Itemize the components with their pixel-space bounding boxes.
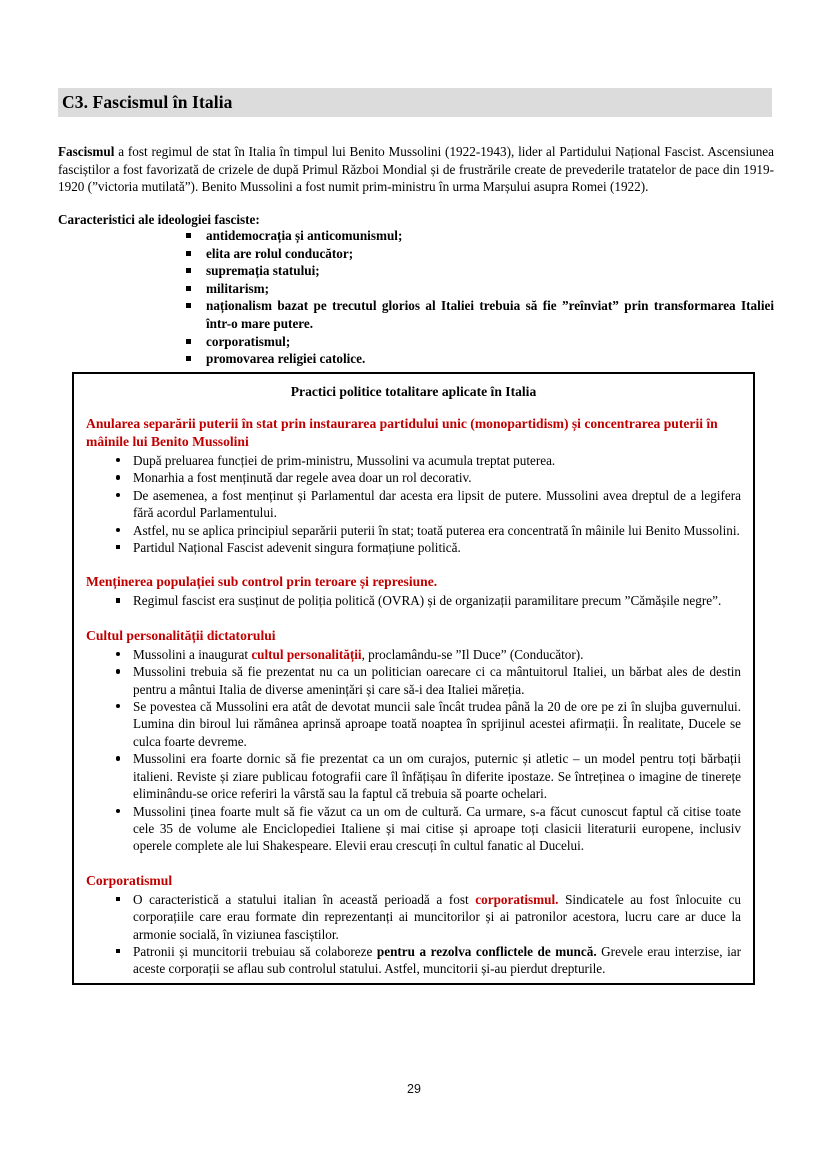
characteristics-list bbox=[58, 227, 774, 368]
box-list-item-text-pre: Mussolini a inaugurat bbox=[133, 646, 252, 662]
box-list-item bbox=[86, 487, 741, 522]
box-list-item bbox=[86, 803, 741, 855]
round-bullet-icon bbox=[116, 669, 120, 673]
box-list-item-emphasis-red: cultul personalității bbox=[251, 646, 362, 662]
round-bullet-icon bbox=[116, 528, 120, 532]
box-list-item-emphasis-red: corporatismul. bbox=[475, 891, 559, 907]
characteristic-item-label: naționalism bazat pe trecutul glorios al Italiei trebuia să fie ”reînviat” prin transformarea Italiei într-o mare putere. bbox=[206, 298, 774, 331]
box-list-item-text: De asemenea, a fost menținut și Parlamentul dar acesta era lipsit de putere. Mussolini avea dreptul de a legifera fără acordul Parlamentului. bbox=[133, 487, 741, 521]
square-bullet-icon bbox=[186, 268, 191, 273]
intro-paragraph bbox=[58, 143, 774, 196]
square-bullet-icon bbox=[116, 545, 120, 549]
square-bullet-icon bbox=[186, 286, 191, 291]
round-bullet-icon bbox=[116, 493, 120, 497]
box-list-item-emphasis-bold: pentru a rezolva conflictele de muncă. bbox=[376, 943, 597, 959]
characteristic-item-label: antidemocrația și anticomunismul; bbox=[206, 228, 403, 243]
characteristic-item bbox=[58, 350, 774, 368]
round-bullet-icon bbox=[116, 652, 120, 656]
box-section-list bbox=[86, 592, 741, 609]
square-bullet-icon bbox=[186, 233, 191, 238]
square-bullet-icon bbox=[186, 251, 191, 256]
characteristic-item-label: corporatismul; bbox=[206, 333, 291, 349]
characteristic-item bbox=[58, 280, 774, 298]
box-list-item-text-pre: O caracteristică a statului italian în această perioadă a fost bbox=[133, 891, 476, 907]
intro-lead-term: Fascismul bbox=[58, 144, 115, 160]
characteristic-item-label: supremația statului; bbox=[206, 263, 320, 279]
box-section-list bbox=[86, 646, 741, 855]
square-bullet-icon bbox=[116, 949, 120, 953]
box-list-item-text-post: Grevele erau interzise, iar aceste corporații se aflau sub controlul statului. Astfel, muncitorii și-au pierdut drepturile. bbox=[133, 943, 741, 977]
box-list-item-text: Mussolini trebuia să fie prezentat nu ca un politician oarecare ci ca mântuitorul Italiei, un bărbat ales de destin pentru a mântui Italia de diverse amenințări și care să-i dea Italiei măreția. bbox=[133, 664, 741, 697]
box-list-item bbox=[86, 646, 741, 663]
box-list-item bbox=[86, 750, 741, 802]
characteristics-title: Caracteristici ale ideologiei fasciste: bbox=[58, 212, 260, 227]
box-list-item bbox=[86, 592, 741, 609]
box-list-item bbox=[86, 539, 741, 556]
characteristic-item bbox=[58, 227, 774, 245]
box-section-heading: Cultul personalității dictatorului bbox=[86, 627, 276, 643]
round-bullet-icon bbox=[116, 756, 120, 760]
box-section-heading: Anularea separării puterii în stat prin instaurarea partidului unic (monopartidism) și concentrarea puterii în mâinile lui Benito Mussolini bbox=[86, 416, 718, 449]
page-number: 29 bbox=[407, 1082, 421, 1096]
box-section-heading: Menținerea populației sub control prin teroare și represiune. bbox=[86, 574, 438, 590]
box-section-list bbox=[86, 891, 741, 978]
section-heading-band bbox=[58, 88, 772, 117]
box-list-item-text: Astfel, nu se aplica principiul separării puterii în stat; toată puterea era concentrată în mâinile lui Benito Mussolini. bbox=[133, 522, 740, 538]
round-bullet-icon bbox=[116, 475, 120, 479]
square-bullet-icon bbox=[186, 339, 191, 344]
box-sections-container bbox=[86, 415, 741, 978]
box-list-item bbox=[86, 663, 741, 698]
characteristic-item bbox=[58, 262, 774, 280]
intro-body-text: a fost regimul de stat în Italia în timpul lui Benito Mussolini (1922-1943), lider al Partidului Național Fascist. Ascensiunea fasciștilor a fost favorizată de crizele de după Primul Război Mondial și de frustrările create de prevederile tratatelor de pace din 1919-1920 (”victoria mutilată”). Benito Mussolini a fost numit prim-ministru în urma Marșului asupra Romei (1922). bbox=[58, 144, 774, 195]
characteristic-item-label: promovarea religiei catolice. bbox=[206, 351, 366, 367]
box-list-item-text: Se povestea că Mussolini era atât de devotat muncii sale încât trudea până la 20 de ore pe zi în slujba guvernului. Lumina din biroul lui rămânea aprinsă aproape toată noaptea în sprijinul acestei afirmații. În realitate, Ducele se culca foarte devreme. bbox=[133, 699, 741, 749]
characteristic-item bbox=[58, 297, 774, 332]
box-list-item bbox=[86, 452, 741, 469]
round-bullet-icon bbox=[116, 809, 120, 813]
box-list-item bbox=[86, 522, 741, 539]
square-bullet-icon bbox=[186, 356, 191, 361]
box-list-item-text: Regimul fascist era susținut de poliția politică (OVRA) și de organizații paramilitare precum ”Cămășile negre”. bbox=[133, 593, 722, 609]
box-list-item bbox=[86, 943, 741, 978]
box-list-item bbox=[86, 698, 741, 750]
square-bullet-icon bbox=[186, 303, 191, 308]
box-list-item-text: Monarhia a fost menținută dar regele avea doar un rol decorativ. bbox=[133, 470, 472, 486]
page-title: C3. Fascismul în Italia bbox=[62, 92, 233, 112]
square-bullet-icon bbox=[116, 598, 120, 602]
box-section-heading: Corporatismul bbox=[86, 872, 173, 888]
box-list-item bbox=[86, 469, 741, 486]
characteristic-item bbox=[58, 245, 774, 263]
box-list-item-text: Mussolini ținea foarte mult să fie văzut ca un om de cultură. Ca urmare, s-a făcut cunoscut faptul că citise toate cele 35 de volume ale Enciclopediei Italiene și mai citise și aproape toți clasicii literaturii europene, inclusiv operele complete ale lui Shakespeare. Elevii erau crescuți în cultul fanatic al Ducelui. bbox=[133, 803, 741, 854]
characteristic-item-label: elita are rolul conducător; bbox=[206, 245, 354, 261]
totalitarian-practices-box bbox=[72, 372, 755, 985]
box-list-item-text-post: Sindicatele au fost înlocuite cu corporațiile care erau formate din reprezentanți ai muncitorilor și ai patronilor acestora, lucru care ar duce la armonie socială, în viziunea fasciștilor. bbox=[133, 891, 741, 942]
square-bullet-icon bbox=[116, 897, 120, 901]
box-section-list bbox=[86, 452, 741, 556]
box-list-item-text: Partidul Național Fascist adevenit singura formațiune politică. bbox=[133, 540, 461, 556]
characteristic-item-label: militarism; bbox=[206, 280, 269, 296]
characteristic-item bbox=[58, 333, 774, 351]
round-bullet-icon bbox=[116, 458, 120, 462]
box-list-item-text-post: , proclamându-se ”Il Duce” (Conducător). bbox=[361, 646, 584, 662]
box-list-item-text: Mussolini era foarte dornic să fie prezentat ca un om curajos, puternic și atletic – un model pentru toți bărbații italieni. Reviste și ziare publicau fotografii care îl înfățișau în diferite ipostaze. Se întreținea o imagine de tinerețe eliminându-se orice referiri la vârstă sau la faptul că trebuia să poarte ochelari. bbox=[133, 751, 741, 802]
box-title: Practici politice totalitare aplicate în Italia bbox=[290, 384, 537, 399]
box-list-item bbox=[86, 891, 741, 943]
box-list-item-text-pre: Patronii și muncitorii trebuiau să colaboreze bbox=[133, 943, 377, 959]
round-bullet-icon bbox=[116, 704, 120, 708]
box-list-item-text: După preluarea funcției de prim-ministru, Mussolini va acumula treptat puterea. bbox=[133, 453, 556, 468]
